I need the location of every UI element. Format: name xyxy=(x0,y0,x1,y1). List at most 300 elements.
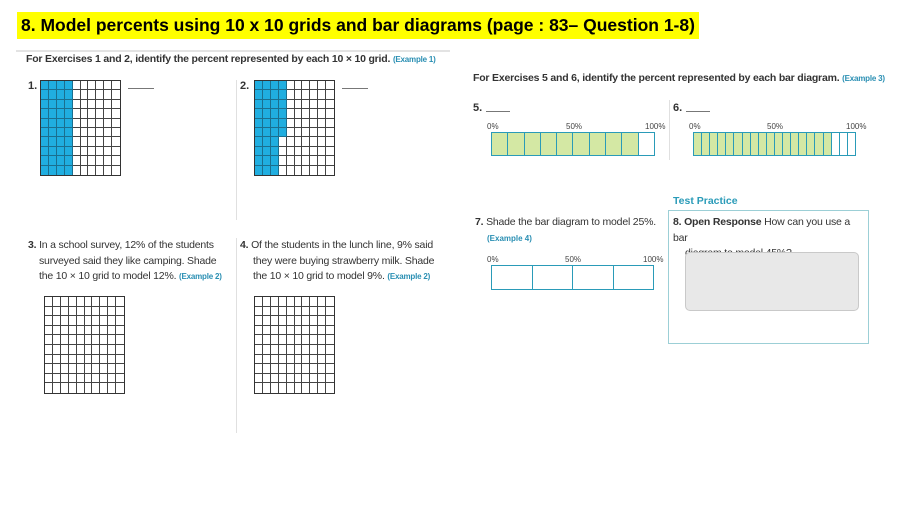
grid-cell xyxy=(263,119,271,128)
grid-cell xyxy=(310,166,318,175)
grid-cell xyxy=(287,166,295,175)
grid-cell xyxy=(108,355,116,365)
bar-segment xyxy=(614,266,654,289)
grid-cell xyxy=(318,90,326,99)
grid-cell xyxy=(295,81,303,90)
q5-answer-blank[interactable] xyxy=(486,111,510,112)
example-ref-3: (Example 3) xyxy=(842,74,885,83)
grid-cell xyxy=(318,374,326,384)
grid-cell xyxy=(81,128,89,137)
grid-cell xyxy=(65,147,73,156)
q3-line3-text: the 10 × 10 grid to model 12%. xyxy=(39,270,177,282)
grid-cell xyxy=(108,383,116,393)
grid-cell xyxy=(287,156,295,165)
grid-cell xyxy=(318,119,326,128)
grid-cell xyxy=(57,119,65,128)
grid-cell xyxy=(255,100,263,109)
q4-text xyxy=(240,238,450,285)
q4-line3-text: the 10 × 10 grid to model 9%. xyxy=(253,270,385,282)
grid-cell xyxy=(263,335,271,345)
bar-segment xyxy=(734,133,742,155)
bar-segment xyxy=(759,133,767,155)
q8-answer-area[interactable] xyxy=(685,252,859,311)
grid-cell xyxy=(287,335,295,345)
grid-cell xyxy=(318,128,326,137)
grid-cell xyxy=(112,90,120,99)
grid-cell xyxy=(96,137,104,146)
grid-cell xyxy=(279,81,287,90)
grid-cell xyxy=(116,297,124,307)
grid-cell xyxy=(77,326,85,336)
grid-cell xyxy=(41,81,49,90)
grid-cell xyxy=(53,335,61,345)
grid-cell xyxy=(263,166,271,175)
grid-cell xyxy=(100,345,108,355)
slide-title: 8. Model percents using 10 x 10 grids and bar diagrams (page : 83– Question 1-8) xyxy=(17,12,699,39)
grid-cell xyxy=(61,316,69,326)
grid-cell xyxy=(255,81,263,90)
grid-cell xyxy=(255,307,263,317)
grid-cell xyxy=(108,326,116,336)
instruction-1-2 xyxy=(26,53,436,65)
grid-cell xyxy=(45,307,53,317)
grid-cell xyxy=(263,307,271,317)
grid-cell xyxy=(77,316,85,326)
grid-cell xyxy=(287,326,295,336)
grid-cell xyxy=(271,119,279,128)
grid-cell xyxy=(77,383,85,393)
grid-cell xyxy=(295,119,303,128)
grid-cell xyxy=(85,297,93,307)
grid-cell xyxy=(302,156,310,165)
q7-prompt: Shade the bar diagram to model 25%. xyxy=(486,216,656,228)
grid-cell xyxy=(318,355,326,365)
grid-cell xyxy=(318,156,326,165)
grid-cell xyxy=(81,147,89,156)
q3-text xyxy=(28,238,233,285)
grid-cell xyxy=(287,109,295,118)
bar-segment xyxy=(590,133,606,155)
grid-cell xyxy=(310,374,318,384)
grid-cell xyxy=(255,364,263,374)
grid-cell xyxy=(310,355,318,365)
grid-cell xyxy=(326,307,334,317)
grid-cell xyxy=(96,166,104,175)
grid-cell xyxy=(302,137,310,146)
grid-cell xyxy=(255,316,263,326)
q3-number: 3. xyxy=(28,239,37,251)
grid-cell xyxy=(255,156,263,165)
grid-cell xyxy=(279,119,287,128)
grid-cell xyxy=(104,90,112,99)
grid-cell xyxy=(81,119,89,128)
grid-cell xyxy=(310,128,318,137)
grid-cell xyxy=(302,147,310,156)
grid-cell xyxy=(53,345,61,355)
grid-cell xyxy=(96,90,104,99)
q5-tick-50: 50% xyxy=(566,122,583,131)
grid-cell xyxy=(104,156,112,165)
grid-cell xyxy=(318,297,326,307)
grid-cell xyxy=(263,355,271,365)
grid-cell xyxy=(255,326,263,336)
q4-example-ref: (Example 2) xyxy=(387,272,431,281)
grid-cell xyxy=(77,364,85,374)
grid-cell xyxy=(49,81,57,90)
q1-answer-blank[interactable] xyxy=(128,88,154,89)
grid-cell xyxy=(310,364,318,374)
grid-cell xyxy=(57,128,65,137)
grid-cell xyxy=(295,374,303,384)
grid-cell xyxy=(85,374,93,384)
grid-cell xyxy=(85,383,93,393)
grid-cell xyxy=(77,335,85,345)
grid-cell xyxy=(96,100,104,109)
grid-cell xyxy=(45,335,53,345)
grid-cell xyxy=(88,156,96,165)
grid-cell xyxy=(69,297,77,307)
q5-q6-divider xyxy=(669,100,670,160)
grid-cell xyxy=(295,335,303,345)
grid-cell xyxy=(41,119,49,128)
grid-cell xyxy=(85,364,93,374)
grid-cell xyxy=(108,345,116,355)
q8-line1-text: How can you use a bar xyxy=(673,216,851,244)
grid-cell xyxy=(279,100,287,109)
grid-cell xyxy=(61,355,69,365)
grid-cell xyxy=(57,100,65,109)
q2-answer-blank[interactable] xyxy=(342,88,368,89)
grid-cell xyxy=(112,137,120,146)
bar-segment xyxy=(743,133,751,155)
grid-cell xyxy=(116,383,124,393)
grid-cell xyxy=(69,364,77,374)
bar-segment xyxy=(799,133,807,155)
grid-cell xyxy=(100,297,108,307)
q2-grid xyxy=(254,80,335,176)
grid-cell xyxy=(302,307,310,317)
grid-cell xyxy=(49,100,57,109)
grid-cell xyxy=(96,147,104,156)
grid-cell xyxy=(92,345,100,355)
grid-cell xyxy=(318,307,326,317)
grid-cell xyxy=(57,147,65,156)
grid-cell xyxy=(310,156,318,165)
q5-tick-0: 0% xyxy=(487,122,499,131)
grid-cell xyxy=(326,326,334,336)
bar-segment xyxy=(573,133,589,155)
q7-tick-0: 0% xyxy=(487,255,499,264)
q7-example-ref: (Example 4) xyxy=(487,234,532,243)
grid-cell xyxy=(104,109,112,118)
grid-cell xyxy=(287,119,295,128)
grid-cell xyxy=(279,355,287,365)
grid-cell xyxy=(65,119,73,128)
grid-cell xyxy=(65,128,73,137)
grid-cell xyxy=(279,128,287,137)
grid-cell xyxy=(310,297,318,307)
grid-cell xyxy=(263,383,271,393)
grid-cell xyxy=(116,345,124,355)
grid-cell xyxy=(41,100,49,109)
grid-cell xyxy=(53,326,61,336)
q7-tick-50: 50% xyxy=(565,255,582,264)
grid-cell xyxy=(108,316,116,326)
grid-cell xyxy=(326,156,334,165)
q4-grid[interactable] xyxy=(254,296,335,394)
grid-cell xyxy=(271,345,279,355)
grid-cell xyxy=(57,81,65,90)
grid-cell xyxy=(112,109,120,118)
grid-cell xyxy=(271,166,279,175)
grid-cell xyxy=(108,374,116,384)
grid-cell xyxy=(310,119,318,128)
grid-cell xyxy=(100,364,108,374)
grid-cell xyxy=(100,307,108,317)
grid-cell xyxy=(287,364,295,374)
grid-cell xyxy=(85,335,93,345)
grid-cell xyxy=(263,137,271,146)
bar-segment xyxy=(694,133,702,155)
grid-cell xyxy=(57,166,65,175)
grid-cell xyxy=(92,297,100,307)
q7-bar-diagram[interactable] xyxy=(491,265,654,290)
bar-segment xyxy=(710,133,718,155)
grid-cell xyxy=(326,119,334,128)
grid-cell xyxy=(326,137,334,146)
grid-cell xyxy=(81,137,89,146)
bar-segment xyxy=(824,133,832,155)
q1-number: 1. xyxy=(28,80,38,92)
grid-cell xyxy=(310,316,318,326)
q4-line-1 xyxy=(240,238,450,254)
grid-cell xyxy=(302,374,310,384)
grid-cell xyxy=(271,355,279,365)
grid-cell xyxy=(318,326,326,336)
grid-cell xyxy=(69,335,77,345)
grid-cell xyxy=(92,374,100,384)
instruction-5-6 xyxy=(473,72,885,84)
grid-cell xyxy=(77,307,85,317)
q5-tick-100: 100% xyxy=(645,122,666,131)
grid-cell xyxy=(326,90,334,99)
bar-segment xyxy=(525,133,541,155)
grid-cell xyxy=(326,147,334,156)
q8-number: 8. xyxy=(673,216,682,228)
grid-cell xyxy=(295,355,303,365)
page-top-divider xyxy=(16,50,450,52)
grid-cell xyxy=(287,128,295,137)
instruction-1-2-text: For Exercises 1 and 2, identify the percent represented by each 10 × 10 grid. xyxy=(26,53,391,65)
grid-cell xyxy=(255,109,263,118)
grid-cell xyxy=(49,147,57,156)
grid-cell xyxy=(92,307,100,317)
grid-cell xyxy=(112,166,120,175)
grid-cell xyxy=(287,90,295,99)
grid-cell xyxy=(100,383,108,393)
grid-cell xyxy=(65,81,73,90)
grid-cell xyxy=(100,355,108,365)
grid-cell xyxy=(295,297,303,307)
grid-cell xyxy=(310,147,318,156)
q6-tick-100: 100% xyxy=(846,122,867,131)
grid-cell xyxy=(302,81,310,90)
grid-cell xyxy=(295,326,303,336)
grid-cell xyxy=(326,316,334,326)
grid-cell xyxy=(77,345,85,355)
grid-cell xyxy=(108,297,116,307)
grid-cell xyxy=(326,383,334,393)
grid-cell xyxy=(112,128,120,137)
grid-cell xyxy=(310,326,318,336)
grid-cell xyxy=(104,137,112,146)
q4-line-2: they were buying strawberry milk. Shade xyxy=(253,254,435,267)
grid-cell xyxy=(255,119,263,128)
bar-segment xyxy=(832,133,840,155)
grid-cell xyxy=(255,355,263,365)
grid-cell xyxy=(318,166,326,175)
grid-cell xyxy=(310,307,318,317)
grid-cell xyxy=(271,383,279,393)
grid-cell xyxy=(57,156,65,165)
grid-cell xyxy=(41,109,49,118)
grid-cell xyxy=(100,335,108,345)
bar-segment xyxy=(606,133,622,155)
grid-cell xyxy=(255,147,263,156)
bar-segment xyxy=(533,266,574,289)
grid-cell xyxy=(310,335,318,345)
grid-cell xyxy=(112,119,120,128)
grid-cell xyxy=(57,90,65,99)
grid-cell xyxy=(287,355,295,365)
q3-grid[interactable] xyxy=(44,296,125,394)
grid-cell xyxy=(326,128,334,137)
grid-cell xyxy=(302,119,310,128)
grid-cell xyxy=(45,316,53,326)
grid-cell xyxy=(255,297,263,307)
grid-cell xyxy=(88,119,96,128)
grid-cell xyxy=(73,119,81,128)
grid-cell xyxy=(302,345,310,355)
grid-cell xyxy=(61,383,69,393)
grid-cell xyxy=(49,109,57,118)
bar-segment xyxy=(807,133,815,155)
grid-cell xyxy=(279,374,287,384)
grid-cell xyxy=(61,297,69,307)
grid-cell xyxy=(271,297,279,307)
grid-cell xyxy=(88,147,96,156)
grid-cell xyxy=(81,156,89,165)
grid-cell xyxy=(53,374,61,384)
grid-cell xyxy=(61,326,69,336)
grid-cell xyxy=(92,335,100,345)
grid-cell xyxy=(295,345,303,355)
grid-cell xyxy=(88,166,96,175)
grid-cell xyxy=(92,355,100,365)
grid-cell xyxy=(81,81,89,90)
grid-cell xyxy=(318,345,326,355)
grid-cell xyxy=(302,109,310,118)
grid-cell xyxy=(255,345,263,355)
grid-cell xyxy=(61,307,69,317)
grid-cell xyxy=(49,137,57,146)
grid-cell xyxy=(295,109,303,118)
grid-cell xyxy=(73,156,81,165)
grid-cell xyxy=(295,128,303,137)
q8-line-1 xyxy=(673,215,865,246)
q6-number: 6. xyxy=(673,102,683,114)
bar-segment xyxy=(541,133,557,155)
grid-cell xyxy=(45,364,53,374)
grid-cell xyxy=(263,90,271,99)
grid-cell xyxy=(73,109,81,118)
q5-bar-diagram xyxy=(491,132,655,156)
grid-cell xyxy=(88,128,96,137)
grid-cell xyxy=(271,374,279,384)
grid-cell xyxy=(295,364,303,374)
grid-cell xyxy=(279,335,287,345)
grid-cell xyxy=(41,147,49,156)
bar-segment xyxy=(492,266,533,289)
grid-cell xyxy=(287,297,295,307)
grid-cell xyxy=(318,100,326,109)
q6-answer-blank[interactable] xyxy=(686,111,710,112)
grid-cell xyxy=(77,297,85,307)
grid-cell xyxy=(279,90,287,99)
q7-number: 7. xyxy=(475,216,484,228)
grid-cell xyxy=(263,100,271,109)
bar-segment xyxy=(751,133,759,155)
grid-cell xyxy=(271,316,279,326)
grid-cell xyxy=(287,307,295,317)
grid-cell xyxy=(287,316,295,326)
grid-cell xyxy=(279,109,287,118)
grid-cell xyxy=(45,355,53,365)
grid-cell xyxy=(302,364,310,374)
grid-cell xyxy=(279,297,287,307)
grid-cell xyxy=(302,335,310,345)
grid-cell xyxy=(100,374,108,384)
grid-cell xyxy=(104,81,112,90)
grid-cell xyxy=(73,128,81,137)
q3-line-1 xyxy=(28,238,233,254)
example-ref: (Example 1) xyxy=(392,55,436,64)
grid-cell xyxy=(326,100,334,109)
grid-cell xyxy=(271,128,279,137)
grid-cell xyxy=(279,345,287,355)
grid-cell xyxy=(279,137,287,146)
grid-cell xyxy=(287,100,295,109)
grid-cell xyxy=(112,156,120,165)
grid-cell xyxy=(88,90,96,99)
grid-cell xyxy=(45,297,53,307)
grid-cell xyxy=(73,100,81,109)
grid-cell xyxy=(287,137,295,146)
q3-line1-text: In a school survey, 12% of the students xyxy=(39,239,214,251)
grid-cell xyxy=(88,109,96,118)
grid-cell xyxy=(310,383,318,393)
grid-cell xyxy=(271,109,279,118)
grid-cell xyxy=(263,128,271,137)
grid-cell xyxy=(81,166,89,175)
grid-cell xyxy=(279,307,287,317)
grid-cell xyxy=(310,81,318,90)
grid-cell xyxy=(92,364,100,374)
grid-cell xyxy=(279,316,287,326)
bar-segment xyxy=(791,133,799,155)
grid-cell xyxy=(263,345,271,355)
q3-example-ref: (Example 2) xyxy=(179,272,222,281)
